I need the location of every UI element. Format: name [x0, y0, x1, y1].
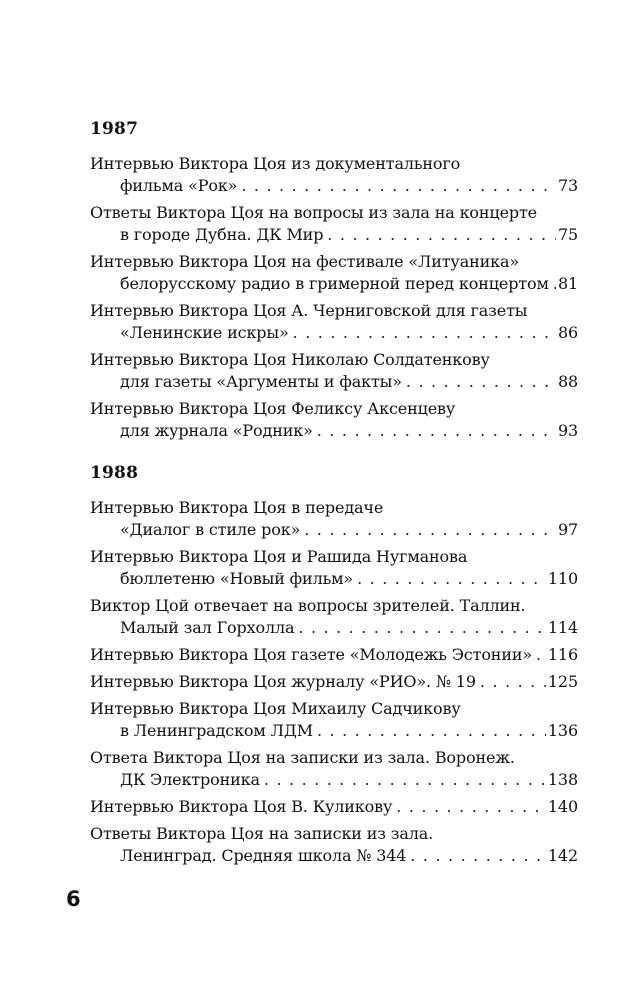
toc-entry-title-line: Ответы Виктора Цоя на записки из зала.	[90, 824, 434, 843]
toc-page-number: 136	[547, 721, 578, 740]
page-number: 6	[66, 887, 81, 911]
toc-entry-title-line: в Ленинградском ЛДМ	[120, 721, 313, 740]
toc-page-number: 93	[557, 421, 578, 440]
toc-entry-last-line	[90, 644, 578, 666]
toc-entry-last-line	[90, 224, 578, 246]
toc-page-number: 97	[557, 520, 578, 539]
toc-entry[interactable]	[90, 349, 578, 393]
toc-entry-title-line: ДК Электроника	[120, 770, 260, 789]
toc-entry[interactable]	[90, 595, 578, 639]
toc-entry-title-line: Виктор Цой отвечает на вопросы зрителей. Таллин.	[90, 596, 526, 615]
toc-entry-last-line	[90, 617, 578, 639]
toc-entry-title-line: Ответа Виктора Цоя на записки из зала. Воронеж.	[90, 748, 515, 767]
toc-entry[interactable]	[90, 153, 578, 197]
toc-entry[interactable]	[90, 202, 578, 246]
toc-entry-last-line	[90, 845, 578, 867]
toc-entry-title-line: «Ленинские искры»	[120, 323, 289, 342]
toc-entry-title-line: Интервью Виктора Цоя из документального	[90, 154, 461, 173]
toc-entry-last-line	[90, 371, 578, 393]
toc-entry-title-line: Интервью Виктора Цоя Николаю Солдатенкову	[90, 350, 490, 369]
toc-page-number: 88	[557, 372, 578, 391]
toc-entry-title-line: фильма «Рок»	[120, 176, 238, 195]
dot-leader	[317, 720, 546, 742]
toc-entry[interactable]	[90, 698, 578, 742]
toc-entry-last-line	[90, 568, 578, 590]
toc-page-number: 125	[547, 672, 578, 691]
toc-entry-last-line	[90, 273, 578, 295]
toc-entry-title-line: Интервью Виктора Цоя журналу «РИО». № 19	[90, 672, 476, 691]
toc-page-number: 110	[547, 569, 578, 588]
toc-entry[interactable]	[90, 796, 578, 818]
toc-section-1988	[90, 462, 578, 867]
toc-page-number: 81	[557, 274, 578, 293]
toc-entry[interactable]	[90, 300, 578, 344]
toc-entry-title-line: Интервью Виктора Цоя А. Черниговской для газеты	[90, 301, 528, 320]
dot-leader	[327, 224, 556, 246]
section-year-heading: 1987	[90, 119, 139, 139]
dot-leader	[410, 845, 546, 867]
toc-page-number: 73	[557, 176, 578, 195]
toc-entry-title-line: бюллетеню «Новый фильм»	[120, 569, 354, 588]
dot-leader	[553, 273, 556, 295]
dot-leader	[264, 769, 546, 791]
toc-page-number: 86	[557, 323, 578, 342]
toc-entry[interactable]	[90, 497, 578, 541]
dot-leader	[357, 568, 546, 590]
toc-entry-title-line: для журнала «Родник»	[120, 421, 313, 440]
toc-page-number: 140	[547, 797, 578, 816]
toc-entry[interactable]	[90, 747, 578, 791]
dot-leader	[298, 617, 546, 639]
toc-page-number: 114	[547, 618, 578, 637]
toc-entry-title-line: Малый зал Горхолла	[120, 618, 295, 637]
toc-entry-last-line	[90, 671, 578, 693]
toc-entry[interactable]	[90, 251, 578, 295]
toc-entry[interactable]	[90, 644, 578, 666]
toc-page-number: 116	[547, 645, 578, 664]
toc-entry[interactable]	[90, 671, 578, 693]
toc-entry-last-line	[90, 175, 578, 197]
dot-leader	[293, 322, 556, 344]
dot-leader	[241, 175, 556, 197]
toc-entry-title-line: для газеты «Аргументы и факты»	[120, 372, 402, 391]
table-of-contents	[90, 118, 578, 872]
toc-entry-last-line	[90, 796, 578, 818]
toc-entry-title-line: Интервью Виктора Цоя на фестивале «Литуаника»	[90, 252, 519, 271]
dot-leader	[317, 420, 556, 442]
toc-entry-last-line	[90, 322, 578, 344]
toc-page-number: 75	[557, 225, 578, 244]
toc-entry-title-line: Интервью Виктора Цоя Михаилу Садчикову	[90, 699, 461, 718]
toc-entry-title-line: Интервью Виктора Цоя газете «Молодежь Эстонии»	[90, 645, 532, 664]
toc-entry[interactable]	[90, 398, 578, 442]
toc-section-1987	[90, 118, 578, 442]
toc-entry-title-line: Интервью Виктора Цоя в передаче	[90, 498, 384, 517]
toc-entry-last-line	[90, 519, 578, 541]
dot-leader	[304, 519, 556, 541]
dot-leader	[536, 644, 546, 666]
toc-entry-title-line: Интервью Виктора Цоя и Рашида Нугманова	[90, 547, 468, 566]
toc-entry-last-line	[90, 420, 578, 442]
toc-entry-title-line: Ответы Виктора Цоя на вопросы из зала на концерте	[90, 203, 537, 222]
toc-entry-title-line: Ленинград. Средняя школа № 344	[120, 846, 407, 865]
toc-page-number: 142	[547, 846, 578, 865]
toc-entry-last-line	[90, 720, 578, 742]
toc-page-number: 138	[547, 770, 578, 789]
toc-entry-title-line: Интервью Виктора Цоя В. Куликову	[90, 797, 393, 816]
dot-leader	[406, 371, 556, 393]
section-year-heading: 1988	[90, 463, 139, 483]
dot-leader	[480, 671, 546, 693]
dot-leader	[396, 796, 546, 818]
toc-entry-title-line: белорусскому радио в гримерной перед концертом	[120, 274, 549, 293]
toc-entry-title-line: в городе Дубна. ДК Мир	[120, 225, 324, 244]
toc-entry-last-line	[90, 769, 578, 791]
toc-entry-title-line: «Диалог в стиле рок»	[120, 520, 301, 539]
toc-entry-title-line: Интервью Виктора Цоя Феликсу Аксенцеву	[90, 399, 456, 418]
toc-entry[interactable]	[90, 823, 578, 867]
toc-entry[interactable]	[90, 546, 578, 590]
